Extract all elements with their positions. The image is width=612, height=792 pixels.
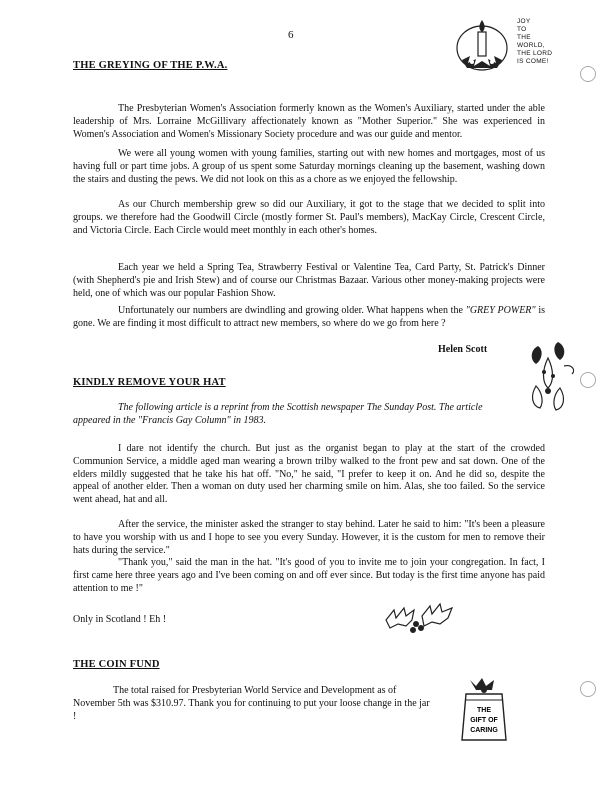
emphasis-text: "GREY POWER" — [465, 305, 536, 316]
paragraph: I dare not identify the church. But just as the organist began to play at the start of the crowded Communion Service, a middle aged man wearing a brown trilby walked to the front pew and sat down. One of the elders mildly suggested that he take his hat off. "No," he said, "I prefer to keep it on. And he did so, despite the appeal of another elder. Then a woman on duty used her charming smile on him. Alas, she too failed. So the service went ahead, hat and all. — [73, 443, 545, 506]
paragraph-text: Unfortunately our numbers are dwindling and growing older. What happens when the — [118, 305, 463, 316]
sidebar-note-line: IS COME! — [517, 58, 549, 65]
hole-punch — [580, 66, 596, 82]
gift-jar-icon — [452, 674, 516, 746]
section-title: KINDLY REMOVE YOUR HAT — [73, 377, 226, 388]
sidebar-note-line: THE — [517, 34, 531, 41]
paragraph: We were all young women with young families, starting out with new homes and mortgages, most of us having full or part time jobs. A group of us spent some Saturday mornings cleaning up the basement, washing down the stairs and dusting the pews. We did not look on this as a chore as we enjoyed the fellowship. — [73, 148, 545, 185]
holly-icon — [380, 590, 460, 638]
sidebar-note-line: JOY — [517, 18, 531, 25]
jar-label-line: CARING — [470, 727, 498, 734]
sidebar-note-line: THE LORD — [517, 50, 553, 57]
page-number: 6 — [288, 29, 294, 41]
article-intro: The following article is a reprint from the Scottish newspaper The Sunday Post. The article appeared in the "Francis Gay Column" in 1983. — [73, 402, 483, 426]
closing-line: Only in Scotland ! Eh ! — [73, 614, 167, 625]
sidebar-note-line: TO — [517, 26, 527, 33]
hole-punch — [580, 681, 596, 697]
hole-punch — [580, 372, 596, 388]
paragraph: "Thank you," said the man in the hat. "It's good of you to invite me to join your congregation. In fact, I first came here three years ago and I've been coming on and off ever since. But today is the first time anyone has paid attention to me !" — [73, 557, 545, 594]
jar-label-line: GIFT OF — [470, 717, 498, 724]
section-title: THE COIN FUND — [73, 659, 160, 670]
section-title: THE GREYING OF THE P.W.A. — [73, 60, 228, 71]
sidebar-note — [517, 18, 552, 66]
jar-label-line: THE — [477, 707, 491, 714]
candle-wreath-icon — [452, 16, 512, 74]
bells-ornament-icon — [520, 336, 578, 418]
paragraph: The total raised for Presbyterian World Service and Development as of November 5th was $310.97. Thank you for continuing to put your loose change in the jar ! — [73, 685, 430, 722]
paragraph: Each year we held a Spring Tea, Strawberry Festival or Valentine Tea, Card Party, St. Patrick's Dinner (with Shepherd's pie and Irish Stew) and of course our Christmas Bazaar. Various other money-making projects were held, one of which was our popular Fashion Show. — [73, 262, 545, 299]
paragraph — [73, 305, 545, 331]
paragraph: As our Church membership grew so did our Auxiliary, it got to the stage that we decided to split into groups. we therefore had the Goodwill Circle (mostly former St. Paul's members), MacKay Circle, Crescent Circle, and Victoria Circle. Each Circle would meet monthly in each other's homes. — [73, 199, 545, 236]
paragraph-text: is gone. We are finding it most difficult to attract new members, so where do we go from here ? — [73, 305, 546, 329]
sidebar-note-line: WORLD, — [517, 42, 545, 49]
author-signature: Helen Scott — [438, 344, 488, 355]
paragraph: The Presbyterian Women's Association formerly known as the Women's Auxiliary, started under the able leadership of Mrs. Lorraine McGillivary affectionately known as "Mother Superior." She was experienced in Women's Association and Women's Missionary Society procedure and was our guide and mentor. — [73, 103, 545, 140]
paragraph: After the service, the minister asked the stranger to stay behind. Later he said to him: "It's been a pleasure to have you worship with us and I hope to see you every Sunday. However, it is the custom for men to remove their hats during the service." — [73, 519, 545, 556]
